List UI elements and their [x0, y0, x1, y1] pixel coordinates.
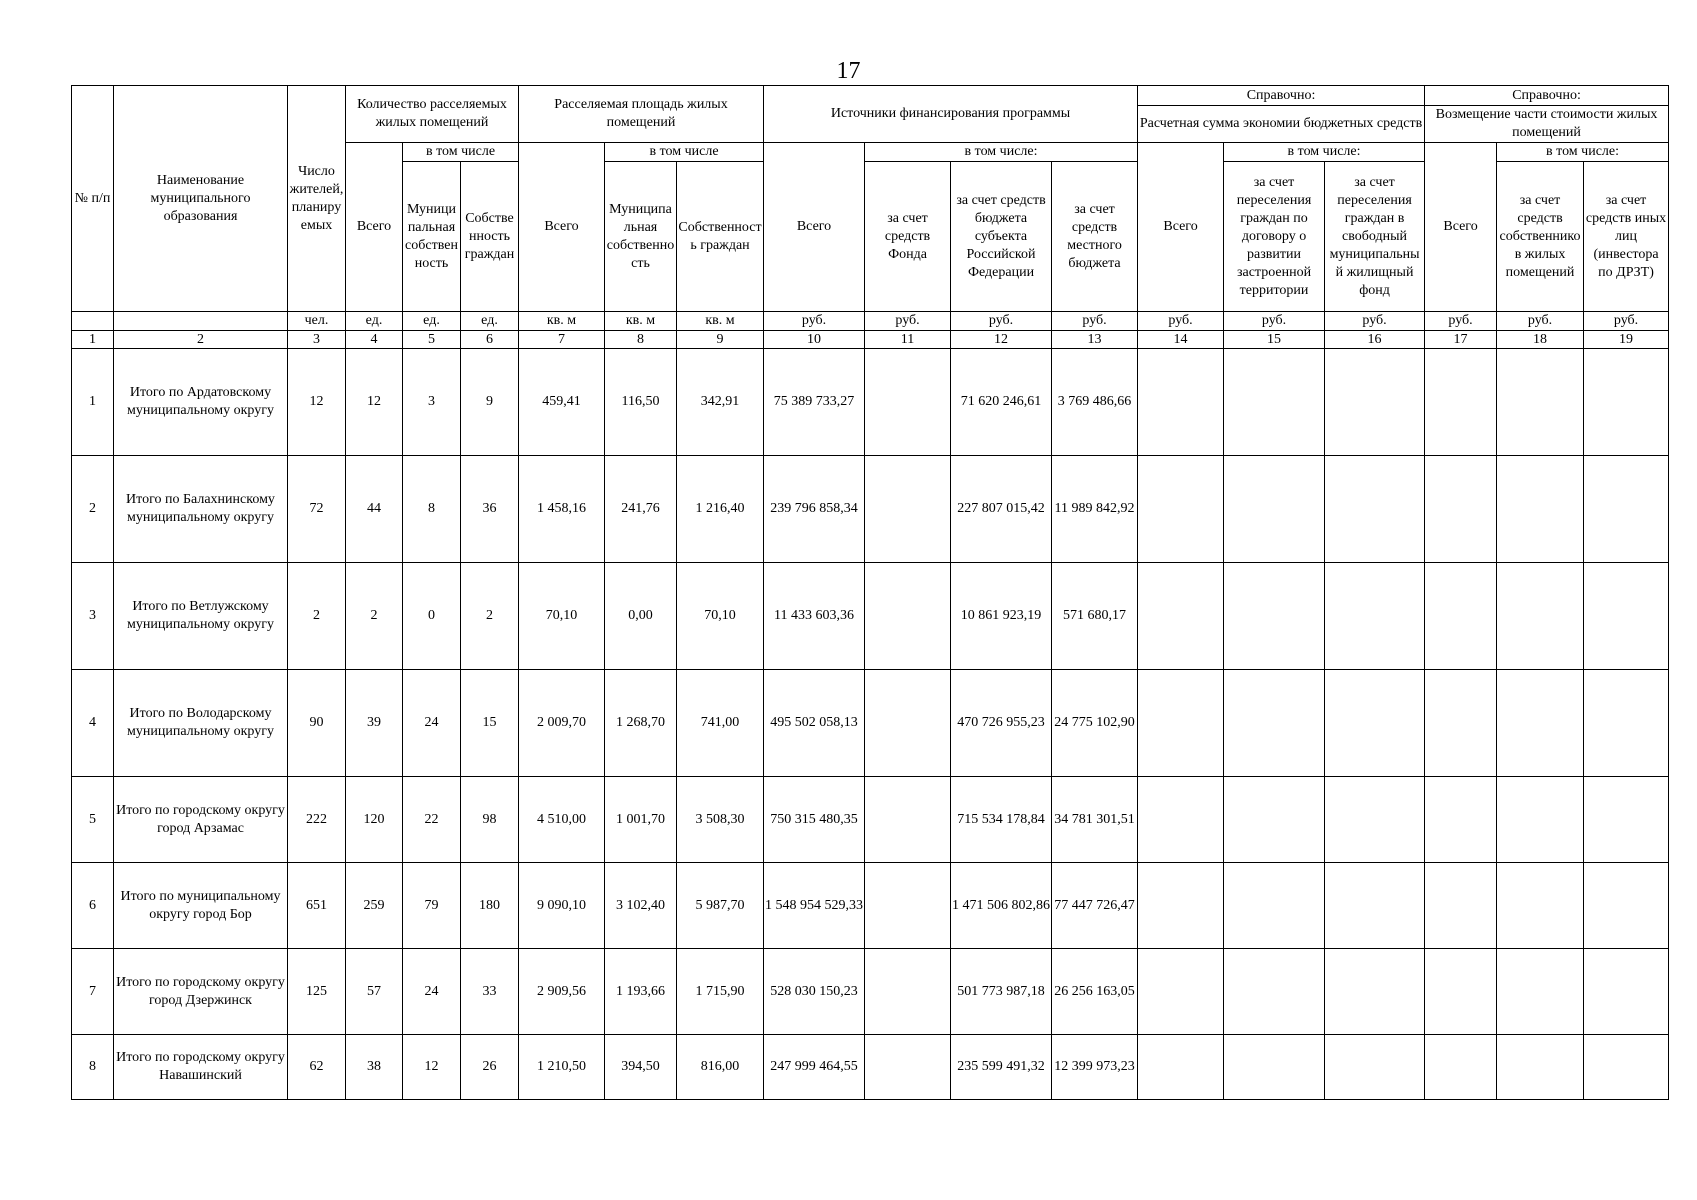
cell-name: Итого по Балахнинскому муниципальному округу: [114, 456, 288, 563]
unit-cell: руб.: [951, 312, 1052, 331]
cell-rooms-priv: 9: [461, 349, 519, 456]
units-row: [72, 312, 1669, 331]
table-row: [72, 1035, 1669, 1100]
empty-reference-cell: [1224, 349, 1325, 456]
cell-rooms-total: 38: [346, 1035, 403, 1100]
cell-residents: 651: [288, 863, 346, 949]
cell-fin-local: 24 775 102,90: [1052, 670, 1138, 777]
cell-rooms-mun: 24: [403, 670, 461, 777]
header-eco-total: Всего: [1138, 143, 1224, 312]
empty-reference-cell: [1584, 670, 1669, 777]
column-number-cell: 16: [1325, 331, 1425, 349]
header-area-municipal: Муниципальная собственность: [605, 162, 677, 312]
cell-fin-total: 11 433 603,36: [764, 563, 865, 670]
header-economy-group: Расчетная сумма экономии бюджетных средств: [1138, 106, 1425, 143]
cell-rooms-total: 120: [346, 777, 403, 863]
cell-area-priv: 741,00: [677, 670, 764, 777]
cell-residents: 125: [288, 949, 346, 1035]
empty-reference-cell: [1584, 456, 1669, 563]
table-row: [72, 349, 1669, 456]
empty-reference-cell: [1325, 563, 1425, 670]
cell-fin-subject: 470 726 955,23: [951, 670, 1052, 777]
empty-reference-cell: [1425, 670, 1497, 777]
header-rooms-private: Собственность граждан: [461, 162, 519, 312]
header-comp-owners: за счет средств собственников жилых помещений: [1497, 162, 1584, 312]
cell-rooms-priv: 33: [461, 949, 519, 1035]
cell-area-mun: 241,76: [605, 456, 677, 563]
cell-name: Итого по Володарскому муниципальному округу: [114, 670, 288, 777]
cell-residents: 90: [288, 670, 346, 777]
empty-reference-cell: [1138, 563, 1224, 670]
cell-n: 1: [72, 349, 114, 456]
header-name: Наименование муниципального образования: [114, 86, 288, 312]
empty-reference-cell: [1425, 863, 1497, 949]
cell-fin-subject: 235 599 491,32: [951, 1035, 1052, 1100]
cell-n: 6: [72, 863, 114, 949]
empty-reference-cell: [1138, 777, 1224, 863]
empty-reference-cell: [1497, 456, 1584, 563]
cell-rooms-mun: 12: [403, 1035, 461, 1100]
empty-reference-cell: [1224, 456, 1325, 563]
cell-fin-fund: [865, 456, 951, 563]
empty-reference-cell: [1224, 563, 1325, 670]
unit-cell: руб.: [764, 312, 865, 331]
header-area-private: Собственность граждан: [677, 162, 764, 312]
cell-fin-subject: 227 807 015,42: [951, 456, 1052, 563]
cell-area-total: 459,41: [519, 349, 605, 456]
cell-fin-fund: [865, 670, 951, 777]
header-num: № п/п: [72, 86, 114, 312]
unit-cell: руб.: [1052, 312, 1138, 331]
cell-residents: 72: [288, 456, 346, 563]
unit-cell: ед.: [403, 312, 461, 331]
cell-fin-fund: [865, 349, 951, 456]
cell-fin-total: 247 999 464,55: [764, 1035, 865, 1100]
cell-area-priv: 342,91: [677, 349, 764, 456]
cell-fin-local: 3 769 486,66: [1052, 349, 1138, 456]
column-number-cell: 2: [114, 331, 288, 349]
header-finance-group: Источники финансирования программы: [764, 86, 1138, 143]
empty-reference-cell: [1425, 949, 1497, 1035]
unit-cell: руб.: [1425, 312, 1497, 331]
cell-fin-total: 1 548 954 529,33: [764, 863, 865, 949]
cell-fin-subject: 501 773 987,18: [951, 949, 1052, 1035]
header-ref-label-1: Справочно:: [1138, 86, 1425, 106]
column-number-cell: 15: [1224, 331, 1325, 349]
cell-rooms-mun: 79: [403, 863, 461, 949]
empty-reference-cell: [1497, 563, 1584, 670]
cell-area-mun: 1 001,70: [605, 777, 677, 863]
empty-reference-cell: [1325, 670, 1425, 777]
cell-rooms-priv: 180: [461, 863, 519, 949]
cell-name: Итого по городскому округу город Арзамас: [114, 777, 288, 863]
unit-cell: чел.: [288, 312, 346, 331]
cell-area-total: 1 458,16: [519, 456, 605, 563]
column-number-cell: 5: [403, 331, 461, 349]
empty-reference-cell: [1425, 349, 1497, 456]
cell-area-total: 2 909,56: [519, 949, 605, 1035]
empty-reference-cell: [1584, 777, 1669, 863]
cell-fin-total: 239 796 858,34: [764, 456, 865, 563]
cell-fin-fund: [865, 949, 951, 1035]
column-number-cell: 13: [1052, 331, 1138, 349]
column-number-cell: 7: [519, 331, 605, 349]
cell-rooms-mun: 8: [403, 456, 461, 563]
table-row: [72, 777, 1669, 863]
column-number-cell: 9: [677, 331, 764, 349]
cell-rooms-mun: 22: [403, 777, 461, 863]
unit-cell: кв. м: [677, 312, 764, 331]
empty-reference-cell: [1138, 1035, 1224, 1100]
empty-reference-cell: [1425, 456, 1497, 563]
cell-area-total: 70,10: [519, 563, 605, 670]
cell-fin-local: 34 781 301,51: [1052, 777, 1138, 863]
column-number-cell: 19: [1584, 331, 1669, 349]
cell-area-mun: 394,50: [605, 1035, 677, 1100]
header-comp-other: за счет средств иных лиц (инвестора по ДРЗТ): [1584, 162, 1669, 312]
cell-residents: 222: [288, 777, 346, 863]
unit-cell: ед.: [346, 312, 403, 331]
cell-fin-subject: 10 861 923,19: [951, 563, 1052, 670]
column-number-cell: 4: [346, 331, 403, 349]
unit-cell: кв. м: [519, 312, 605, 331]
column-number-cell: 12: [951, 331, 1052, 349]
cell-area-priv: 5 987,70: [677, 863, 764, 949]
header-rooms-municipal: Муниципальная собственность: [403, 162, 461, 312]
cell-fin-subject: 715 534 178,84: [951, 777, 1052, 863]
empty-reference-cell: [1138, 456, 1224, 563]
unit-cell: кв. м: [605, 312, 677, 331]
header-rooms-group: Количество расселяемых жилых помещений: [346, 86, 519, 143]
empty-reference-cell: [1584, 1035, 1669, 1100]
empty-reference-cell: [1138, 949, 1224, 1035]
cell-rooms-mun: 3: [403, 349, 461, 456]
cell-fin-subject: 1 471 506 802,86: [951, 863, 1052, 949]
column-number-cell: 3: [288, 331, 346, 349]
cell-fin-total: 75 389 733,27: [764, 349, 865, 456]
cell-fin-local: 26 256 163,05: [1052, 949, 1138, 1035]
cell-rooms-total: 39: [346, 670, 403, 777]
unit-cell: руб.: [1138, 312, 1224, 331]
header-fin-subject: за счет средств бюджета субъекта Российской Федерации: [951, 162, 1052, 312]
cell-fin-total: 528 030 150,23: [764, 949, 865, 1035]
empty-reference-cell: [1224, 1035, 1325, 1100]
empty-reference-cell: [1325, 949, 1425, 1035]
cell-name: Итого по Ветлужскому муниципальному округу: [114, 563, 288, 670]
unit-cell: руб.: [1224, 312, 1325, 331]
cell-area-total: 9 090,10: [519, 863, 605, 949]
cell-rooms-total: 259: [346, 863, 403, 949]
header-compensation-group: Возмещение части стоимости жилых помещений: [1425, 106, 1669, 143]
empty-reference-cell: [1224, 863, 1325, 949]
empty-reference-cell: [1497, 1035, 1584, 1100]
cell-rooms-priv: 15: [461, 670, 519, 777]
empty-reference-cell: [1224, 949, 1325, 1035]
header-incl-economy: в том числе:: [1224, 143, 1425, 162]
table-row: [72, 949, 1669, 1035]
cell-area-priv: 3 508,30: [677, 777, 764, 863]
empty-reference-cell: [1584, 349, 1669, 456]
empty-reference-cell: [1224, 777, 1325, 863]
cell-name: Итого по Ардатовскому муниципальному округу: [114, 349, 288, 456]
unit-cell: руб.: [1584, 312, 1669, 331]
empty-reference-cell: [1325, 777, 1425, 863]
cell-area-priv: 1 216,40: [677, 456, 764, 563]
empty-reference-cell: [1138, 863, 1224, 949]
empty-reference-cell: [1325, 1035, 1425, 1100]
cell-rooms-mun: 24: [403, 949, 461, 1035]
cell-name: Итого по городскому округу Навашинский: [114, 1035, 288, 1100]
empty-reference-cell: [1224, 670, 1325, 777]
unit-cell: руб.: [1497, 312, 1584, 331]
cell-fin-subject: 71 620 246,61: [951, 349, 1052, 456]
header-incl-rooms: в том числе: [403, 143, 519, 162]
empty-reference-cell: [1425, 1035, 1497, 1100]
header-fin-local: за счет средств местного бюджета: [1052, 162, 1138, 312]
cell-residents: 62: [288, 1035, 346, 1100]
empty-reference-cell: [1325, 456, 1425, 563]
header-eco-contract: за счет переселения граждан по договору о развитии застроенной территории: [1224, 162, 1325, 312]
cell-area-priv: 1 715,90: [677, 949, 764, 1035]
empty-reference-cell: [1425, 563, 1497, 670]
cell-fin-local: 77 447 726,47: [1052, 863, 1138, 949]
column-number-cell: 11: [865, 331, 951, 349]
cell-fin-fund: [865, 863, 951, 949]
cell-rooms-priv: 26: [461, 1035, 519, 1100]
empty-reference-cell: [1497, 777, 1584, 863]
cell-fin-fund: [865, 777, 951, 863]
cell-fin-local: 571 680,17: [1052, 563, 1138, 670]
cell-n: 4: [72, 670, 114, 777]
cell-area-mun: 1 193,66: [605, 949, 677, 1035]
cell-fin-fund: [865, 1035, 951, 1100]
cell-n: 8: [72, 1035, 114, 1100]
cell-rooms-total: 12: [346, 349, 403, 456]
cell-rooms-total: 44: [346, 456, 403, 563]
cell-area-mun: 0,00: [605, 563, 677, 670]
cell-fin-total: 495 502 058,13: [764, 670, 865, 777]
resettlement-table: [71, 85, 1669, 1100]
header-fin-total: Всего: [764, 143, 865, 312]
column-number-cell: 17: [1425, 331, 1497, 349]
cell-area-priv: 70,10: [677, 563, 764, 670]
column-numbers-row: [72, 331, 1669, 349]
empty-reference-cell: [1584, 863, 1669, 949]
header-ref-label-2: Справочно:: [1425, 86, 1669, 106]
table-row: [72, 563, 1669, 670]
empty-reference-cell: [1497, 863, 1584, 949]
empty-reference-cell: [1497, 670, 1584, 777]
empty-reference-cell: [1584, 563, 1669, 670]
cell-fin-fund: [865, 563, 951, 670]
cell-rooms-priv: 98: [461, 777, 519, 863]
empty-reference-cell: [1497, 949, 1584, 1035]
cell-rooms-mun: 0: [403, 563, 461, 670]
header-comp-total: Всего: [1425, 143, 1497, 312]
header-incl-compensation: в том числе:: [1497, 143, 1669, 162]
column-number-cell: 1: [72, 331, 114, 349]
column-number-cell: 18: [1497, 331, 1584, 349]
cell-n: 5: [72, 777, 114, 863]
header-area-group: Расселяемая площадь жилых помещений: [519, 86, 764, 143]
page-number: 17: [836, 58, 861, 84]
cell-n: 3: [72, 563, 114, 670]
cell-area-mun: 116,50: [605, 349, 677, 456]
cell-name: Итого по муниципальному округу город Бор: [114, 863, 288, 949]
unit-cell: ед.: [461, 312, 519, 331]
column-number-cell: 10: [764, 331, 865, 349]
header-fin-fund: за счет средств Фонда: [865, 162, 951, 312]
cell-area-mun: 3 102,40: [605, 863, 677, 949]
empty-reference-cell: [1325, 863, 1425, 949]
header-residents: Число жителей, планируемых: [288, 86, 346, 312]
empty-reference-cell: [1584, 949, 1669, 1035]
cell-fin-local: 11 989 842,92: [1052, 456, 1138, 563]
empty-reference-cell: [1325, 349, 1425, 456]
cell-area-total: 4 510,00: [519, 777, 605, 863]
empty-reference-cell: [1138, 349, 1224, 456]
column-number-cell: 14: [1138, 331, 1224, 349]
header-eco-free: за счет переселения граждан в свободный муниципальный жилищный фонд: [1325, 162, 1425, 312]
cell-name: Итого по городскому округу город Дзержинск: [114, 949, 288, 1035]
table-row: [72, 456, 1669, 563]
cell-fin-total: 750 315 480,35: [764, 777, 865, 863]
cell-rooms-priv: 36: [461, 456, 519, 563]
cell-rooms-total: 57: [346, 949, 403, 1035]
cell-rooms-total: 2: [346, 563, 403, 670]
cell-rooms-priv: 2: [461, 563, 519, 670]
column-number-cell: 8: [605, 331, 677, 349]
header-area-total: Всего: [519, 143, 605, 312]
table-row: [72, 670, 1669, 777]
unit-cell: руб.: [865, 312, 951, 331]
cell-fin-local: 12 399 973,23: [1052, 1035, 1138, 1100]
header-incl-finance: в том числе:: [865, 143, 1138, 162]
cell-area-priv: 816,00: [677, 1035, 764, 1100]
empty-reference-cell: [1425, 777, 1497, 863]
table-row: [72, 863, 1669, 949]
column-number-cell: 6: [461, 331, 519, 349]
cell-area-total: 2 009,70: [519, 670, 605, 777]
header-rooms-total: Всего: [346, 143, 403, 312]
empty-reference-cell: [1138, 670, 1224, 777]
header-incl-area: в том числе: [605, 143, 764, 162]
empty-reference-cell: [1497, 349, 1584, 456]
unit-cell: руб.: [1325, 312, 1425, 331]
cell-residents: 12: [288, 349, 346, 456]
cell-area-mun: 1 268,70: [605, 670, 677, 777]
cell-n: 7: [72, 949, 114, 1035]
cell-area-total: 1 210,50: [519, 1035, 605, 1100]
cell-residents: 2: [288, 563, 346, 670]
cell-n: 2: [72, 456, 114, 563]
